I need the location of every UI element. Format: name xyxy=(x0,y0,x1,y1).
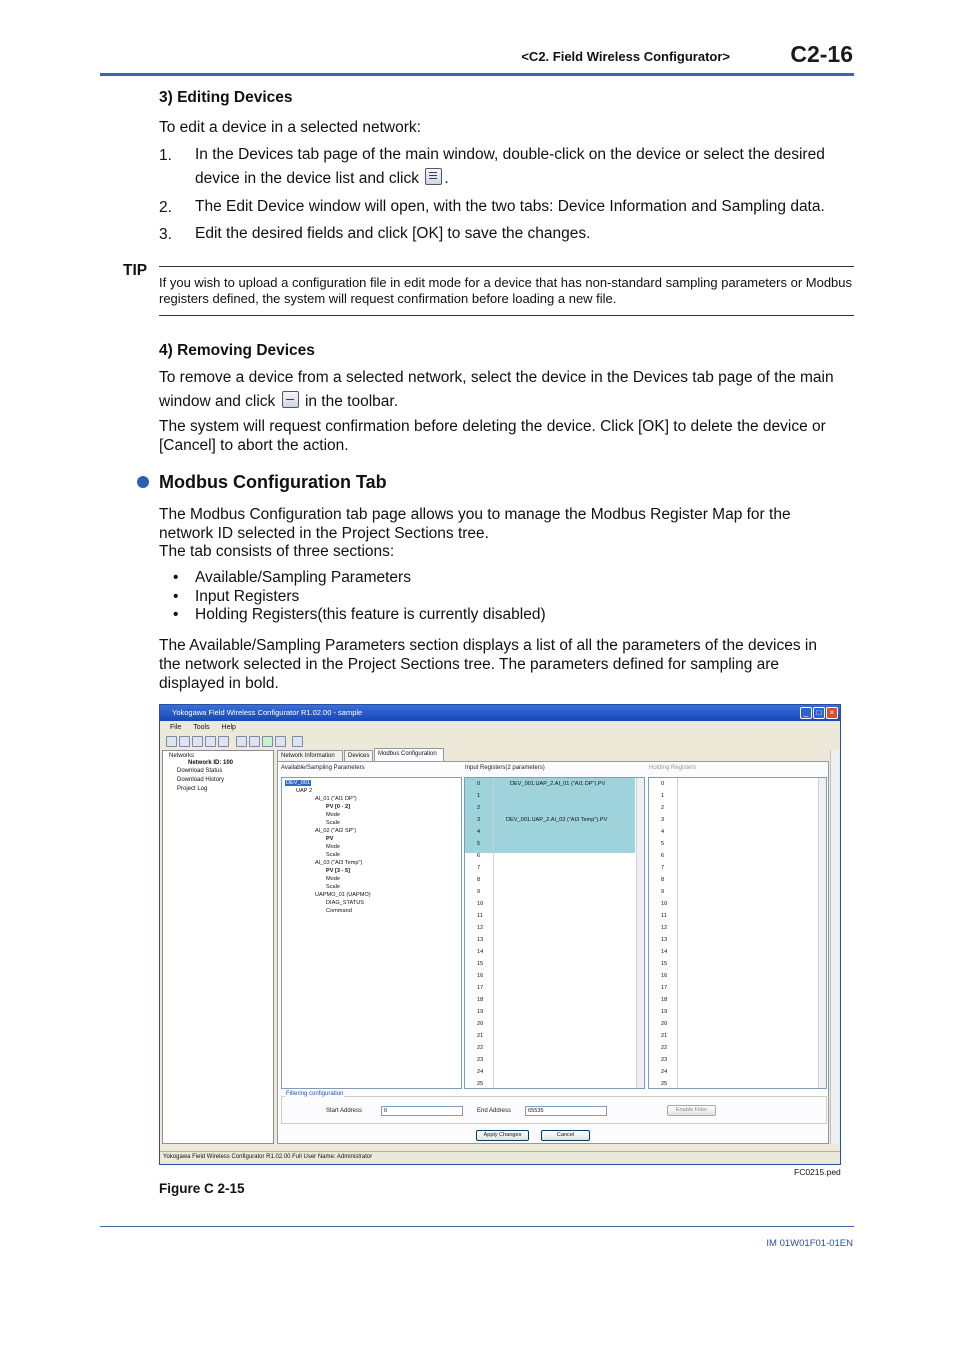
status-bar: Yokogawa Field Wireless Configurator R1.02.00 Full User Name: Administrator xyxy=(160,1151,840,1163)
input-registers-list[interactable] xyxy=(464,777,645,1089)
modbus-configuration-panel xyxy=(277,761,829,1144)
register-number: 3 xyxy=(661,817,665,823)
parameter-tree-item[interactable]: PV xyxy=(326,836,334,842)
parameter-tree-item[interactable]: Scale xyxy=(326,852,340,858)
import-icon[interactable] xyxy=(249,736,260,747)
register-number: 12 xyxy=(477,925,484,931)
menu-file[interactable]: File xyxy=(170,724,182,731)
register-number: 4 xyxy=(661,829,665,835)
register-number: 16 xyxy=(661,973,668,979)
removing-paragraph-2: The system will request confirmation before deleting the device. Click [OK] to delete the device or [Cancel] to abort the action. xyxy=(159,418,826,454)
register-number: 23 xyxy=(477,1057,484,1063)
register-number: 14 xyxy=(661,949,668,955)
register-number: 23 xyxy=(661,1057,668,1063)
figure-id: FC0215.ped xyxy=(794,1167,841,1177)
tip-label: TIP xyxy=(123,262,148,279)
parameters-tree[interactable] xyxy=(281,777,462,1089)
parameter-tree-item[interactable]: Mode xyxy=(326,844,340,850)
parameter-tree-item[interactable]: AI_02 ("AI2 SP") xyxy=(315,828,357,834)
tip-bottom-rule xyxy=(159,315,854,316)
bullet-item: Available/Sampling Parameters xyxy=(195,569,411,586)
parameter-tree-item[interactable]: AI_01 ("AI1 DP") xyxy=(315,796,357,802)
register-number: 4 xyxy=(477,829,481,835)
tab-network-information[interactable]: Network Information xyxy=(277,750,343,762)
configurator-window xyxy=(159,704,841,1165)
modbus-paragraph-1: The Modbus Configuration tab page allows you to manage the Modbus Register Map for the network ID selected in the Project Sections tree. xyxy=(159,506,791,542)
figure-caption: Figure C 2-15 xyxy=(159,1181,245,1196)
modbus-heading: Modbus Configuration Tab xyxy=(159,472,387,492)
document-number: IM 01W01F01-01EN xyxy=(766,1238,853,1249)
input-register-entry[interactable]: DEV_001.UAP_2.AI_03 ("AI3 Temp").PV xyxy=(506,817,608,823)
edit-device-icon xyxy=(425,168,442,185)
page-number: C2-16 xyxy=(790,41,853,67)
register-number: 21 xyxy=(661,1033,668,1039)
register-number: 5 xyxy=(477,841,481,847)
network-icon[interactable] xyxy=(192,736,203,747)
close-button[interactable]: × xyxy=(826,707,838,719)
register-highlight xyxy=(465,778,635,853)
register-number: 6 xyxy=(661,853,665,859)
bullet-mark: • xyxy=(173,606,179,623)
register-number: 3 xyxy=(477,817,481,823)
remove-device-icon xyxy=(282,391,299,408)
parameter-tree-item[interactable]: Mode xyxy=(326,812,340,818)
register-number: 18 xyxy=(477,997,484,1003)
holding-registers-label: Holding Registers xyxy=(649,765,697,771)
start-address-input[interactable]: 0 xyxy=(381,1106,463,1116)
register-number: 10 xyxy=(661,901,668,907)
register-number: 9 xyxy=(477,889,481,895)
register-number: 11 xyxy=(661,913,667,919)
cancel-button[interactable]: Cancel xyxy=(541,1130,590,1141)
register-number: 8 xyxy=(477,877,481,883)
input-register-entry[interactable]: DEV_001.UAP_2.AI_01 ("AI1 DP").PV xyxy=(510,781,606,787)
toolbar xyxy=(162,735,838,749)
input-scrollbar[interactable] xyxy=(636,778,644,1088)
tab-devices[interactable]: Devices xyxy=(344,750,373,762)
tree-item[interactable]: Download History xyxy=(177,777,225,783)
register-number: 0 xyxy=(477,781,481,787)
register-number: 25 xyxy=(661,1081,668,1087)
parameter-tree-item[interactable]: Scale xyxy=(326,884,340,890)
register-number: 25 xyxy=(477,1081,484,1087)
parameter-tree-item[interactable]: Command xyxy=(326,908,352,914)
register-number: 22 xyxy=(661,1045,668,1051)
save-icon[interactable] xyxy=(218,736,229,747)
tool-icon[interactable] xyxy=(205,736,216,747)
step-1-text: In the Devices tab page of the main window, double-click on the device or select the desired device in the device list and click xyxy=(195,146,825,187)
tree-item[interactable]: Download Status xyxy=(177,768,223,774)
parameter-tree-item[interactable]: Scale xyxy=(326,820,340,826)
step-text: The Edit Device window will open, with the two tabs: Device Information and Sampling data. xyxy=(195,198,825,215)
window-title: Yokogawa Field Wireless Configurator R1.02.00 - sample xyxy=(172,708,363,717)
register-number: 6 xyxy=(477,853,481,859)
menu-bar xyxy=(160,722,840,734)
register-number: 17 xyxy=(661,985,668,991)
step-text: Edit the desired fields and click [OK] to save the changes. xyxy=(195,225,591,242)
register-number: 24 xyxy=(477,1069,484,1075)
section-bullet-icon xyxy=(137,476,149,488)
parameter-tree-item[interactable]: PV [3 - 5] xyxy=(326,868,350,874)
register-number: 15 xyxy=(477,961,484,967)
register-number: 8 xyxy=(661,877,665,883)
menu-help[interactable]: Help xyxy=(221,724,236,731)
filtering-label: Filtering configuration xyxy=(286,1091,344,1097)
upload-icon[interactable] xyxy=(275,736,286,747)
menu-tools[interactable]: Tools xyxy=(193,724,210,731)
holding-scrollbar[interactable] xyxy=(818,778,826,1088)
register-number: 19 xyxy=(477,1009,484,1015)
register-number: 7 xyxy=(661,865,665,871)
step-text xyxy=(195,143,855,191)
register-number: 7 xyxy=(477,865,481,871)
info-icon[interactable] xyxy=(292,736,303,747)
register-number: 14 xyxy=(477,949,484,955)
register-number: 13 xyxy=(477,937,484,943)
parameter-tree-item[interactable]: DEV_001 xyxy=(286,780,310,786)
maximize-button[interactable]: □ xyxy=(813,707,825,719)
tree-item[interactable]: Project Log xyxy=(177,786,208,792)
register-number: 20 xyxy=(477,1021,484,1027)
footer-rule xyxy=(100,1226,854,1227)
project-sections-tree xyxy=(162,750,274,1144)
register-number: 24 xyxy=(661,1069,668,1075)
bullet-item: Input Registers xyxy=(195,588,300,605)
holding-registers-list xyxy=(648,777,827,1089)
new-icon[interactable] xyxy=(166,736,177,747)
register-number: 9 xyxy=(661,889,665,895)
bullet-item: Holding Registers(this feature is currently disabled) xyxy=(195,606,546,623)
tree-item-network[interactable]: Network ID: 100 xyxy=(188,760,234,766)
chapter-title: <C2. Field Wireless Configurator> xyxy=(521,49,730,64)
register-number: 1 xyxy=(661,793,665,799)
end-address-input[interactable]: 65535 xyxy=(525,1106,607,1116)
apply-changes-button[interactable]: Apply Changes xyxy=(476,1130,529,1141)
register-number: 11 xyxy=(477,913,483,919)
tree-item[interactable]: Networks xyxy=(169,753,195,759)
tip-text: If you wish to upload a configuration file in edit mode for a device that has non-standard sampling parameters or Modbus registers defined, the system will request confirmation before loading a new file. xyxy=(159,275,853,306)
step-number: 2. xyxy=(159,199,172,216)
register-number: 12 xyxy=(661,925,668,931)
parameter-tree-item[interactable]: DIAG_STATUS xyxy=(326,900,365,906)
header-rule xyxy=(100,73,854,76)
modbus-paragraph-2: The tab consists of three sections: xyxy=(159,543,395,560)
step-1-end: . xyxy=(444,170,449,187)
register-number: 15 xyxy=(661,961,668,967)
parameter-tree-item[interactable]: UAP 2 xyxy=(296,788,313,794)
step-number: 1. xyxy=(159,147,172,164)
register-number: 17 xyxy=(477,985,484,991)
register-number: 16 xyxy=(477,973,484,979)
parameter-tree-item[interactable]: UAPMO_01 (UAPMO) xyxy=(315,892,371,898)
register-number: 21 xyxy=(477,1033,484,1039)
tip-top-rule xyxy=(159,266,854,267)
window-titlebar xyxy=(160,705,840,721)
open-icon[interactable] xyxy=(179,736,190,747)
end-address-label: End Address xyxy=(477,1108,512,1114)
editing-intro: To edit a device in a selected network: xyxy=(159,119,421,136)
available-parameters-label: Available/Sampling Parameters xyxy=(281,765,365,771)
register-number: 2 xyxy=(661,805,665,811)
register-number: 20 xyxy=(661,1021,668,1027)
enable-filter-button[interactable]: Enable Filter xyxy=(667,1105,716,1116)
tab-modbus-configuration[interactable]: Modbus Configuration xyxy=(374,748,444,762)
register-number: 13 xyxy=(661,937,668,943)
start-address-label: Start Address xyxy=(326,1108,363,1114)
modbus-paragraph-3: The Available/Sampling Parameters section displays a list of all the parameters of the devices in the network selected in the Project Sections tree. The parameters defined for sampling are displayed in bold. xyxy=(159,637,817,692)
removing-paragraph-1 xyxy=(159,366,859,414)
bullet-mark: • xyxy=(173,588,179,605)
input-registers-label: Input Registers(2 parameters) xyxy=(465,765,545,771)
bullet-mark: • xyxy=(173,569,179,586)
removing-text-a: To remove a device from a selected network, select the device in the Devices tab page of the main window and click xyxy=(159,369,834,410)
register-number: 2 xyxy=(477,805,481,811)
parameter-tree-item[interactable]: AI_03 ("AI3 Temp") xyxy=(315,860,363,866)
register-number: 19 xyxy=(661,1009,668,1015)
register-number: 5 xyxy=(661,841,665,847)
register-number: 22 xyxy=(477,1045,484,1051)
editing-heading: 3) Editing Devices xyxy=(159,89,293,106)
check-icon[interactable] xyxy=(262,736,273,747)
register-number: 0 xyxy=(661,781,665,787)
minimize-button[interactable]: _ xyxy=(800,707,812,719)
register-number: 1 xyxy=(477,793,481,799)
parameter-tree-item[interactable]: Mode xyxy=(326,876,340,882)
parameter-tree-item[interactable]: PV [0 - 2] xyxy=(326,804,350,810)
removing-heading: 4) Removing Devices xyxy=(159,342,315,359)
step-number: 3. xyxy=(159,226,172,243)
download-icon[interactable] xyxy=(236,736,247,747)
window-scrollbar[interactable] xyxy=(830,750,839,1144)
register-number: 10 xyxy=(477,901,484,907)
removing-text-b: in the toolbar. xyxy=(304,393,399,410)
register-number: 18 xyxy=(661,997,668,1003)
